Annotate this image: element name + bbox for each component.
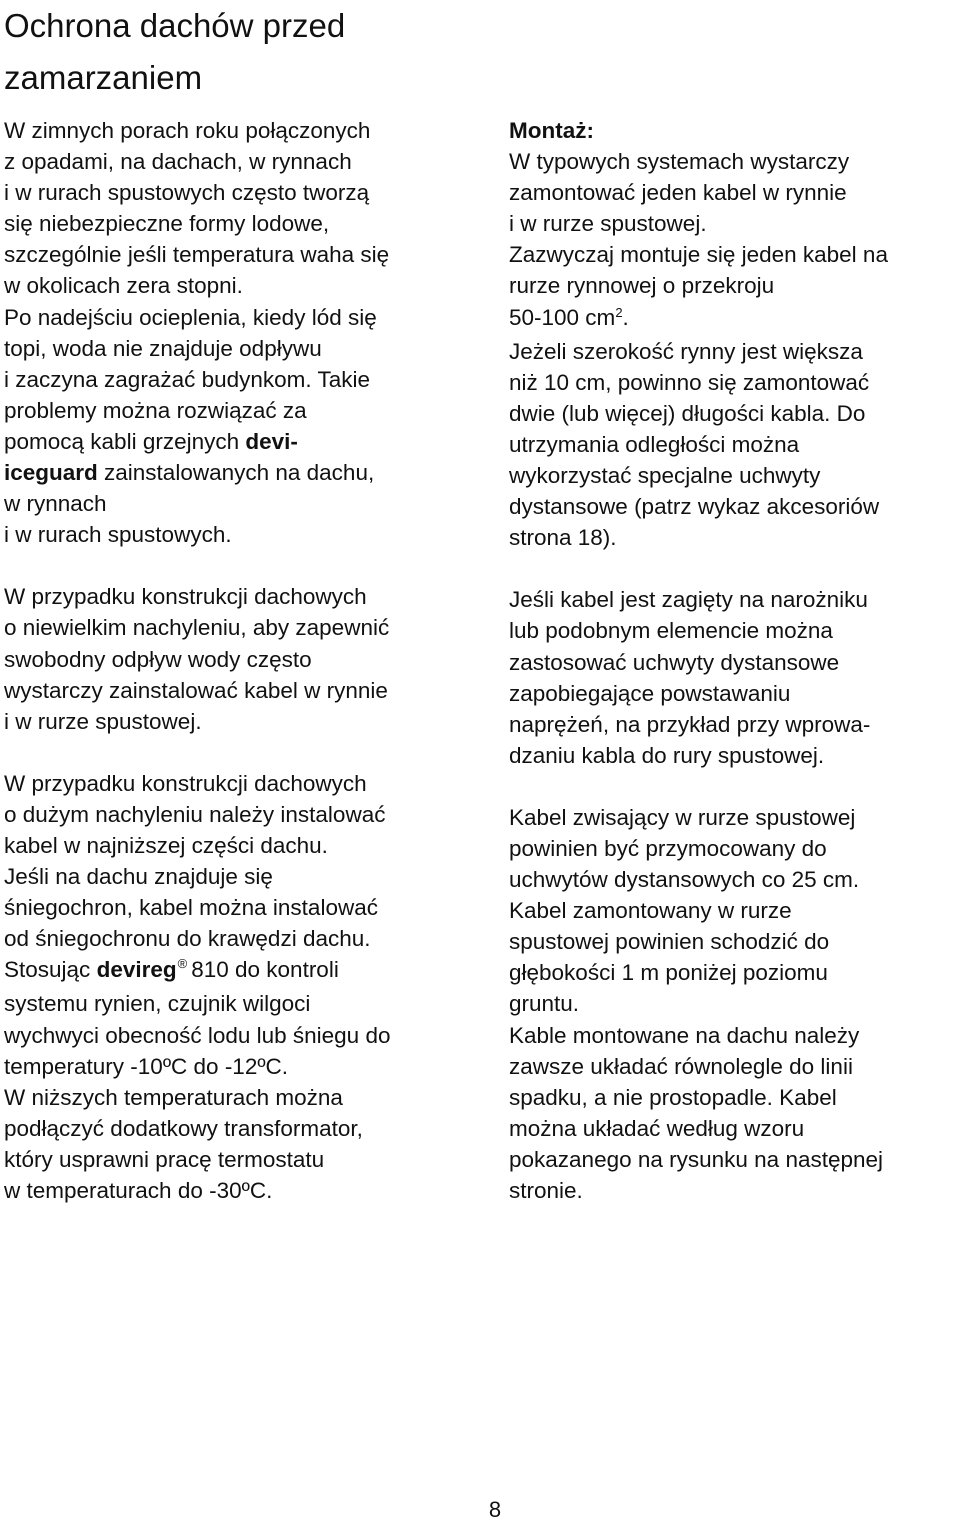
text-line: zawsze układać równolegle do linii <box>509 1053 853 1079</box>
text-segment: Stosując <box>4 957 91 983</box>
text-line: w rynnach <box>4 491 107 517</box>
text-line: i zaczyna zagrażać budynkom. Takie <box>4 366 371 392</box>
product-name-deviiceguard: iceguard <box>4 460 98 486</box>
superscript: 2 <box>615 304 623 320</box>
text-line: dzaniu kabla do rury spustowej. <box>509 742 825 768</box>
text-line: Jeśli kabel jest zagięty na narożniku <box>509 587 868 613</box>
corner-paragraph <box>509 584 960 771</box>
page-number: 8 <box>488 1497 502 1522</box>
text-line: problemy można rozwiązać za <box>4 397 307 423</box>
text-line: rurze rynnowej o przekroju <box>509 273 775 299</box>
text-line <box>4 457 474 488</box>
text-line: w okolicach zera stopni. <box>4 273 243 299</box>
text-line: i w rurze spustowej. <box>509 211 707 237</box>
title-line: Ochrona dachów przed <box>4 7 346 44</box>
text-line: W niższych temperaturach można <box>4 1084 343 1110</box>
text-line <box>4 426 474 457</box>
right-column <box>509 115 960 1206</box>
text-line: topi, woda nie znajduje odpływu <box>4 335 322 361</box>
text-line: spadku, a nie prostopadle. Kabel <box>509 1084 837 1110</box>
text-line: zastosować uchwyty dystansowe <box>509 649 840 675</box>
text-line: dwie (lub więcej) długości kabla. Do <box>509 400 866 426</box>
text-line: Kable montowane na dachu należy <box>509 1022 860 1048</box>
text-line: wykorzystać specjalne uchwyty <box>509 463 821 489</box>
left-column <box>4 115 474 1206</box>
low-slope-paragraph <box>4 581 474 736</box>
text-line: swobodny odpływ wody często <box>4 646 312 672</box>
text-line: z opadami, na dachach, w rynnach <box>4 149 352 175</box>
text-line: W przypadku konstrukcji dachowych <box>4 584 367 610</box>
text-line: pokazanego na rysunku na następnej <box>509 1146 884 1172</box>
text-line: wychwyci obecność lodu lub śniegu do <box>4 1022 391 1048</box>
text-line: Jeżeli szerokość rynny jest większa <box>509 338 863 364</box>
installation-paragraph <box>509 115 960 553</box>
text-line: naprężeń, na przykład przy wprowa- <box>509 711 871 737</box>
text-segment: zainstalowanych na dachu, <box>97 460 375 486</box>
text-line: się niebezpieczne formy lodowe, <box>4 211 330 237</box>
text-line <box>509 302 960 336</box>
text-line: który usprawni pracę termostatu <box>4 1146 325 1172</box>
text-line: dystansowe (patrz wykaz akcesoriów <box>509 494 880 520</box>
text-line: podłączyć dodatkowy transformator, <box>4 1115 363 1141</box>
text-line: niż 10 cm, powinno się zamontować <box>509 369 870 395</box>
text-line: utrzymania odległości można <box>509 431 800 457</box>
text-line: śniegochron, kabel można instalować <box>4 895 378 921</box>
product-name-deviiceguard: devi- <box>245 428 298 454</box>
text-line: W typowych systemach wystarczy <box>509 149 850 175</box>
text-line: Zazwyczaj montuje się jeden kabel na <box>509 242 888 268</box>
text-segment: 810 do kontroli <box>191 957 339 983</box>
text-line: uchwytów dystansowych co 25 cm. <box>509 867 860 893</box>
page-title <box>4 0 474 104</box>
text-line: strona 18). <box>509 525 617 551</box>
registered-mark: ® <box>177 956 188 972</box>
text-line: Kabel zamontowany w rurze <box>509 898 792 924</box>
text-line: spustowej powinien schodzić do <box>509 929 830 955</box>
text-line: W przypadku konstrukcji dachowych <box>4 770 367 796</box>
text-line: i w rurach spustowych często tworzą <box>4 180 370 206</box>
text-line: szczególnie jeśli temperatura waha się <box>4 242 390 268</box>
text-line: o niewielkim nachyleniu, aby zapewnić <box>4 615 390 641</box>
text-line: można układać według wzoru <box>509 1115 805 1141</box>
text-line: kabel w najniższej części dachu. <box>4 832 328 858</box>
text-line: powinien być przymocowany do <box>509 835 827 861</box>
section-heading: Montaż: <box>509 118 594 143</box>
text-line: temperatury -10ºC do -12ºC. <box>4 1053 289 1079</box>
text-line: Jeśli na dachu znajduje się <box>4 864 273 890</box>
text-line: gruntu. <box>509 991 580 1017</box>
text-segment: 50-100 cm <box>509 304 616 330</box>
text-line: głębokości 1 m poniżej poziomu <box>509 960 828 986</box>
text-line: zamontować jeden kabel w rynnie <box>509 180 847 206</box>
text-line: w temperaturach do -30ºC. <box>4 1178 273 1203</box>
text-line: stronie. <box>509 1178 583 1203</box>
text-line: systemu rynien, czujnik wilgoci <box>4 991 311 1017</box>
steep-slope-paragraph <box>4 768 474 1206</box>
text-line: Po nadejściu ocieplenia, kiedy lód się <box>4 304 377 330</box>
text-line: lub podobnym elemencie można <box>509 618 833 644</box>
text-line: W zimnych porach roku połączonych <box>4 118 371 143</box>
text-line: Kabel zwisający w rurze spustowej <box>509 804 856 830</box>
product-name-devireg: devireg <box>96 957 177 983</box>
text-line: zapobiegające powstawaniu <box>509 680 791 706</box>
text-line: od śniegochronu do krawędzi dachu. <box>4 926 371 952</box>
text-line <box>4 954 474 988</box>
downpipe-paragraph <box>509 802 960 1206</box>
text-segment: pomocą kabli grzejnych <box>4 428 240 454</box>
text-segment: . <box>622 304 629 330</box>
text-line: wystarczy zainstalować kabel w rynnie <box>4 677 388 703</box>
intro-paragraph <box>4 115 474 550</box>
text-line: o dużym nachyleniu należy instalować <box>4 801 386 827</box>
title-line: zamarzaniem <box>4 59 203 96</box>
text-line: i w rurach spustowych. <box>4 522 232 548</box>
text-line: i w rurze spustowej. <box>4 708 202 734</box>
